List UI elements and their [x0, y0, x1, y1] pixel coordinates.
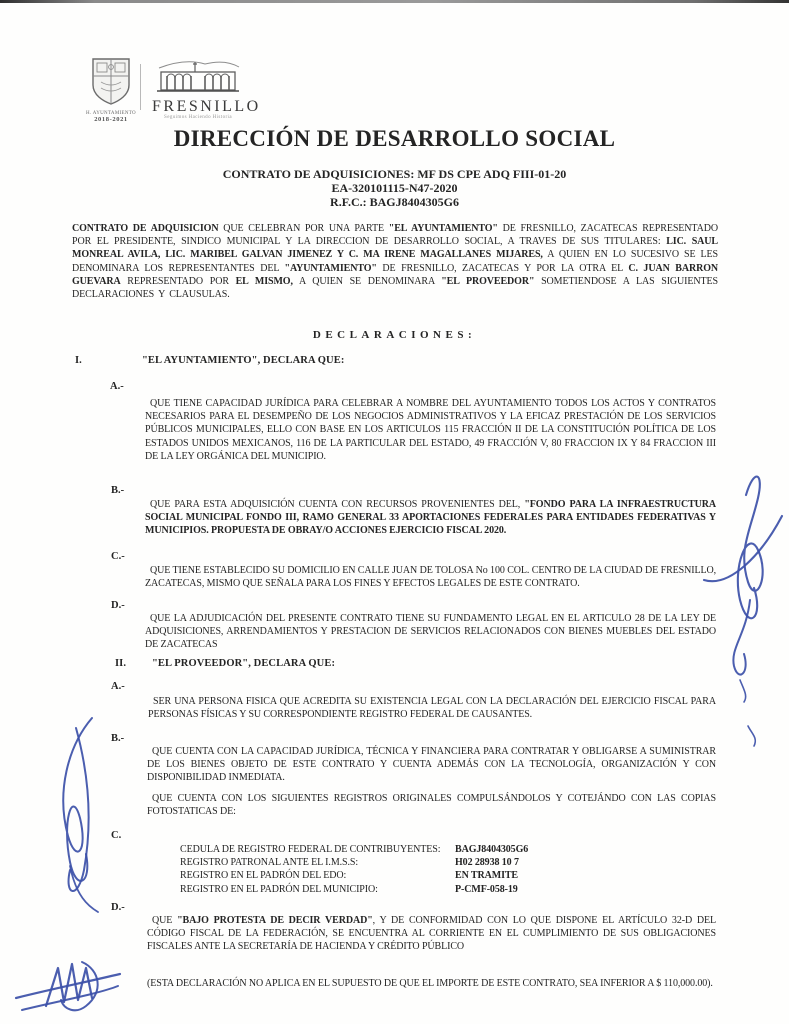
paragraph-2b: QUE CUENTA CON LA CAPACIDAD JURÍDICA, TÉCNICA Y FINANCIERA PARA CONTRATAR Y OBLIGARSE A SUMINISTRAR DE LOS BIENES OBJETO DE ESTE CONTRATO Y CUENTA ADEMÁS CON LA TECNOLOGÍA, ORGANIZACIÓN Y CON DISPONIBILIDAD INMEDIATA.	[147, 746, 716, 784]
item-label-2c: C.	[111, 830, 122, 841]
registry-row	[180, 843, 660, 856]
item-label-1d: D.-	[111, 600, 125, 611]
registry-value: BAGJ8404305G6	[455, 844, 529, 855]
paragraph-1c: QUE TIENE ESTABLECIDO SU DOMICILIO EN CALLE JUAN DE TOLOSA No 100 COL. CENTRO DE LA CIUDAD DE FRESNILLO, ZACATECAS, MISMO QUE SEÑALA PARA LOS FINES Y EFECTOS LEGALES DE ESTE CONTRATO.	[145, 565, 716, 590]
paragraph-1a: QUE TIENE CAPACIDAD JURÍDICA PARA CELEBRAR A NOMBRE DEL AYUNTAMIENTO TODOS LOS ACTOS Y CONTRATOS NECESARIOS PARA EL DESEMPEÑO DE LOS NEGOCIOS ADMINISTRATIVOS Y LA EFICAZ PRESTACIÓN DE LOS SERVICIOS PÚBLICOS MUNICIPALES, ELLO CON BASE EN LOS ARTICULOS 115 FRACCIÓN II DE LA CONSTITUCIÓN POLÍTICA DE LOS ESTADOS UNIDOS MEXICANOS, 116 DE LA PARTICULAR DEL ESTADO, 49 FRACCIÓN V, 80 FRACCION IX Y 84 FRACCION III DE LA LEY ORGÁNICA DEL MUNICIPIO.	[145, 398, 716, 462]
crest-years: 2018-2021	[94, 116, 128, 123]
paragraph-1d: QUE LA ADJUDICACIÓN DEL PRESENTE CONTRATO TIENE SU FUNDAMENTO LEGAL EN EL ARTICULO 28 DE LA LEY DE ADQUISICIONES, ARRENDAMIENTOS Y PRESTACION DE SERVICIOS RELACIONADOS CON BIENES MUEBLES DEL ESTADO DE ZACATECAS	[145, 613, 716, 651]
tender-number-line: EA-320101115-N47-2020	[331, 181, 458, 195]
section-1-numeral: I.	[75, 355, 82, 366]
paragraph-2b-2: QUE CUENTA CON LOS SIGUIENTES REGISTROS ORIGINALES COMPULSÁNDOLOS Y COTEJÁNDO CON LAS COPIAS FOTOSTATICAS DE:	[147, 793, 716, 818]
intro-paragraph: CONTRATO DE ADQUISICION QUE CELEBRAN POR UNA PARTE "EL AYUNTAMIENTO" DE FRESNILLO, ZACATECAS REPRESENTADO POR EL PRESIDENTE, SINDICO MUNICIPAL Y LA DIRECCION DE DESARROLLO SOCIAL, A TRAVES DE SUS TITULARES: LIC. SAUL MONREAL AVILA, LIC. MARIBEL GALVAN JIMENEZ Y C. MA IRENE MAGALLANES MIJARES, A QUIEN EN LO SUCESIVO SE LES DENOMINARA LOS REPRESENTANTES DEL "AYUNTAMIENTO" DE FRESNILLO, ZACATECAS Y POR LA OTRA EL C. JUAN BARRON GUEVARA REPRESENTADO POR EL MISMO, A QUIEN SE DENOMINARA "EL PROVEEDOR" SOMETIENDOSE A LAS SIGUIENTES DECLARACIONES Y CLAUSULAS.	[72, 223, 719, 301]
fresnillo-wordmark: FRESNILLO	[152, 98, 261, 115]
paragraph-2d: QUE "BAJO PROTESTA DE DECIR VERDAD", Y DE CONFORMIDAD CON LO QUE DISPONE EL ARTÍCULO 32-D DEL CÓDIGO FISCAL DE LA FEDERACIÓN, SE ENCUENTRA AL CORRIENTE EN EL CUMPLIMIENTO DE SUS OBLIGACIONES FISCALES ANTE LA SECRETARÍA DE HACIENDA Y CRÉDITO PÚBLICO	[147, 915, 717, 953]
signature-ink-left	[28, 706, 118, 916]
registry-value: H02 28938 10 7	[455, 857, 519, 869]
registry-value: P-CMF-058-19	[455, 883, 518, 895]
crest-icon	[87, 56, 135, 106]
section-2-numeral: II.	[115, 658, 127, 669]
registry-label: CEDULA DE REGISTRO FEDERAL DE CONTRIBUYENTES:	[180, 844, 441, 855]
declarations-heading: DECLARACIONES:	[312, 329, 477, 341]
item-label-2d: D.-	[111, 902, 125, 913]
municipal-crest	[83, 56, 139, 124]
page-title: DIRECCIÓN DE DESARROLLO SOCIAL	[173, 126, 616, 151]
fresnillo-logo	[152, 58, 261, 121]
contract-number-line: CONTRATO DE ADQUISICIONES: MF DS CPE ADQ FIII-01-20	[222, 167, 567, 181]
item-label-1a: A.-	[110, 381, 124, 392]
registry-label: REGISTRO EN EL PADRÓN DEL MUNICIPIO:	[180, 883, 378, 895]
item-label-1c: C.-	[111, 551, 125, 562]
logo-divider	[140, 64, 141, 110]
paragraph-2a: SER UNA PERSONA FISICA QUE ACREDITA SU EXISTENCIA LEGAL CON LA DECLARACIÓN DEL EJERCICIO FISCAL PARA PERSONAS FÍSICAS Y SU CORRESPONDIENTE REGISTRO FEDERAL DE CAUSANTES.	[148, 696, 716, 721]
section-2-heading: "EL PROVEEDOR", DECLARA QUE:	[152, 658, 336, 669]
registry-label: REGISTRO PATRONAL ANTE EL I.M.S.S:	[180, 857, 359, 869]
registry-row	[180, 856, 660, 869]
item-label-2a: A.-	[111, 681, 125, 692]
registry-row	[180, 883, 660, 896]
registry-list	[180, 843, 660, 896]
paragraph-1b: QUE PARA ESTA ADQUISICIÓN CUENTA CON RECURSOS PROVENIENTES DEL, "FONDO PARA LA INFRAESTRUCTURA SOCIAL MUNICIPAL FONDO III, RAMO GENERAL 33 APORTACIONES FEDERALES PARA ENTIDADES FEDERATIVAS Y MUNICIPIOS. PROPUESTA DE OBRAY/O ACCIONES EJERCICIO FISCAL 2020.	[145, 499, 716, 537]
section-1-heading: "EL AYUNTAMIENTO", DECLARA QUE:	[142, 355, 345, 366]
registry-value: EN TRAMITE	[455, 870, 518, 882]
scan-edge-artifact	[0, 0, 789, 3]
fresnillo-building-icon	[155, 58, 241, 94]
crest-caption: H. AYUNTAMIENTO	[86, 111, 136, 116]
signature-ink-bottom	[14, 948, 124, 1023]
note-paragraph: (ESTA DECLARACIÓN NO APLICA EN EL SUPUESTO DE QUE EL IMPORTE DE ESTE CONTRATO, SEA INFERIOR A $ 110,000.00).	[147, 978, 713, 989]
fresnillo-tagline: Seguimos Haciendo Historia	[164, 115, 232, 120]
item-label-2b: B.-	[111, 733, 125, 744]
item-label-1b: B.-	[111, 485, 125, 496]
registry-label: REGISTRO EN EL PADRÓN DEL EDO:	[180, 870, 347, 882]
registry-row	[180, 869, 660, 882]
rfc-line: R.F.C.: BAGJ8404305G6	[330, 194, 459, 209]
